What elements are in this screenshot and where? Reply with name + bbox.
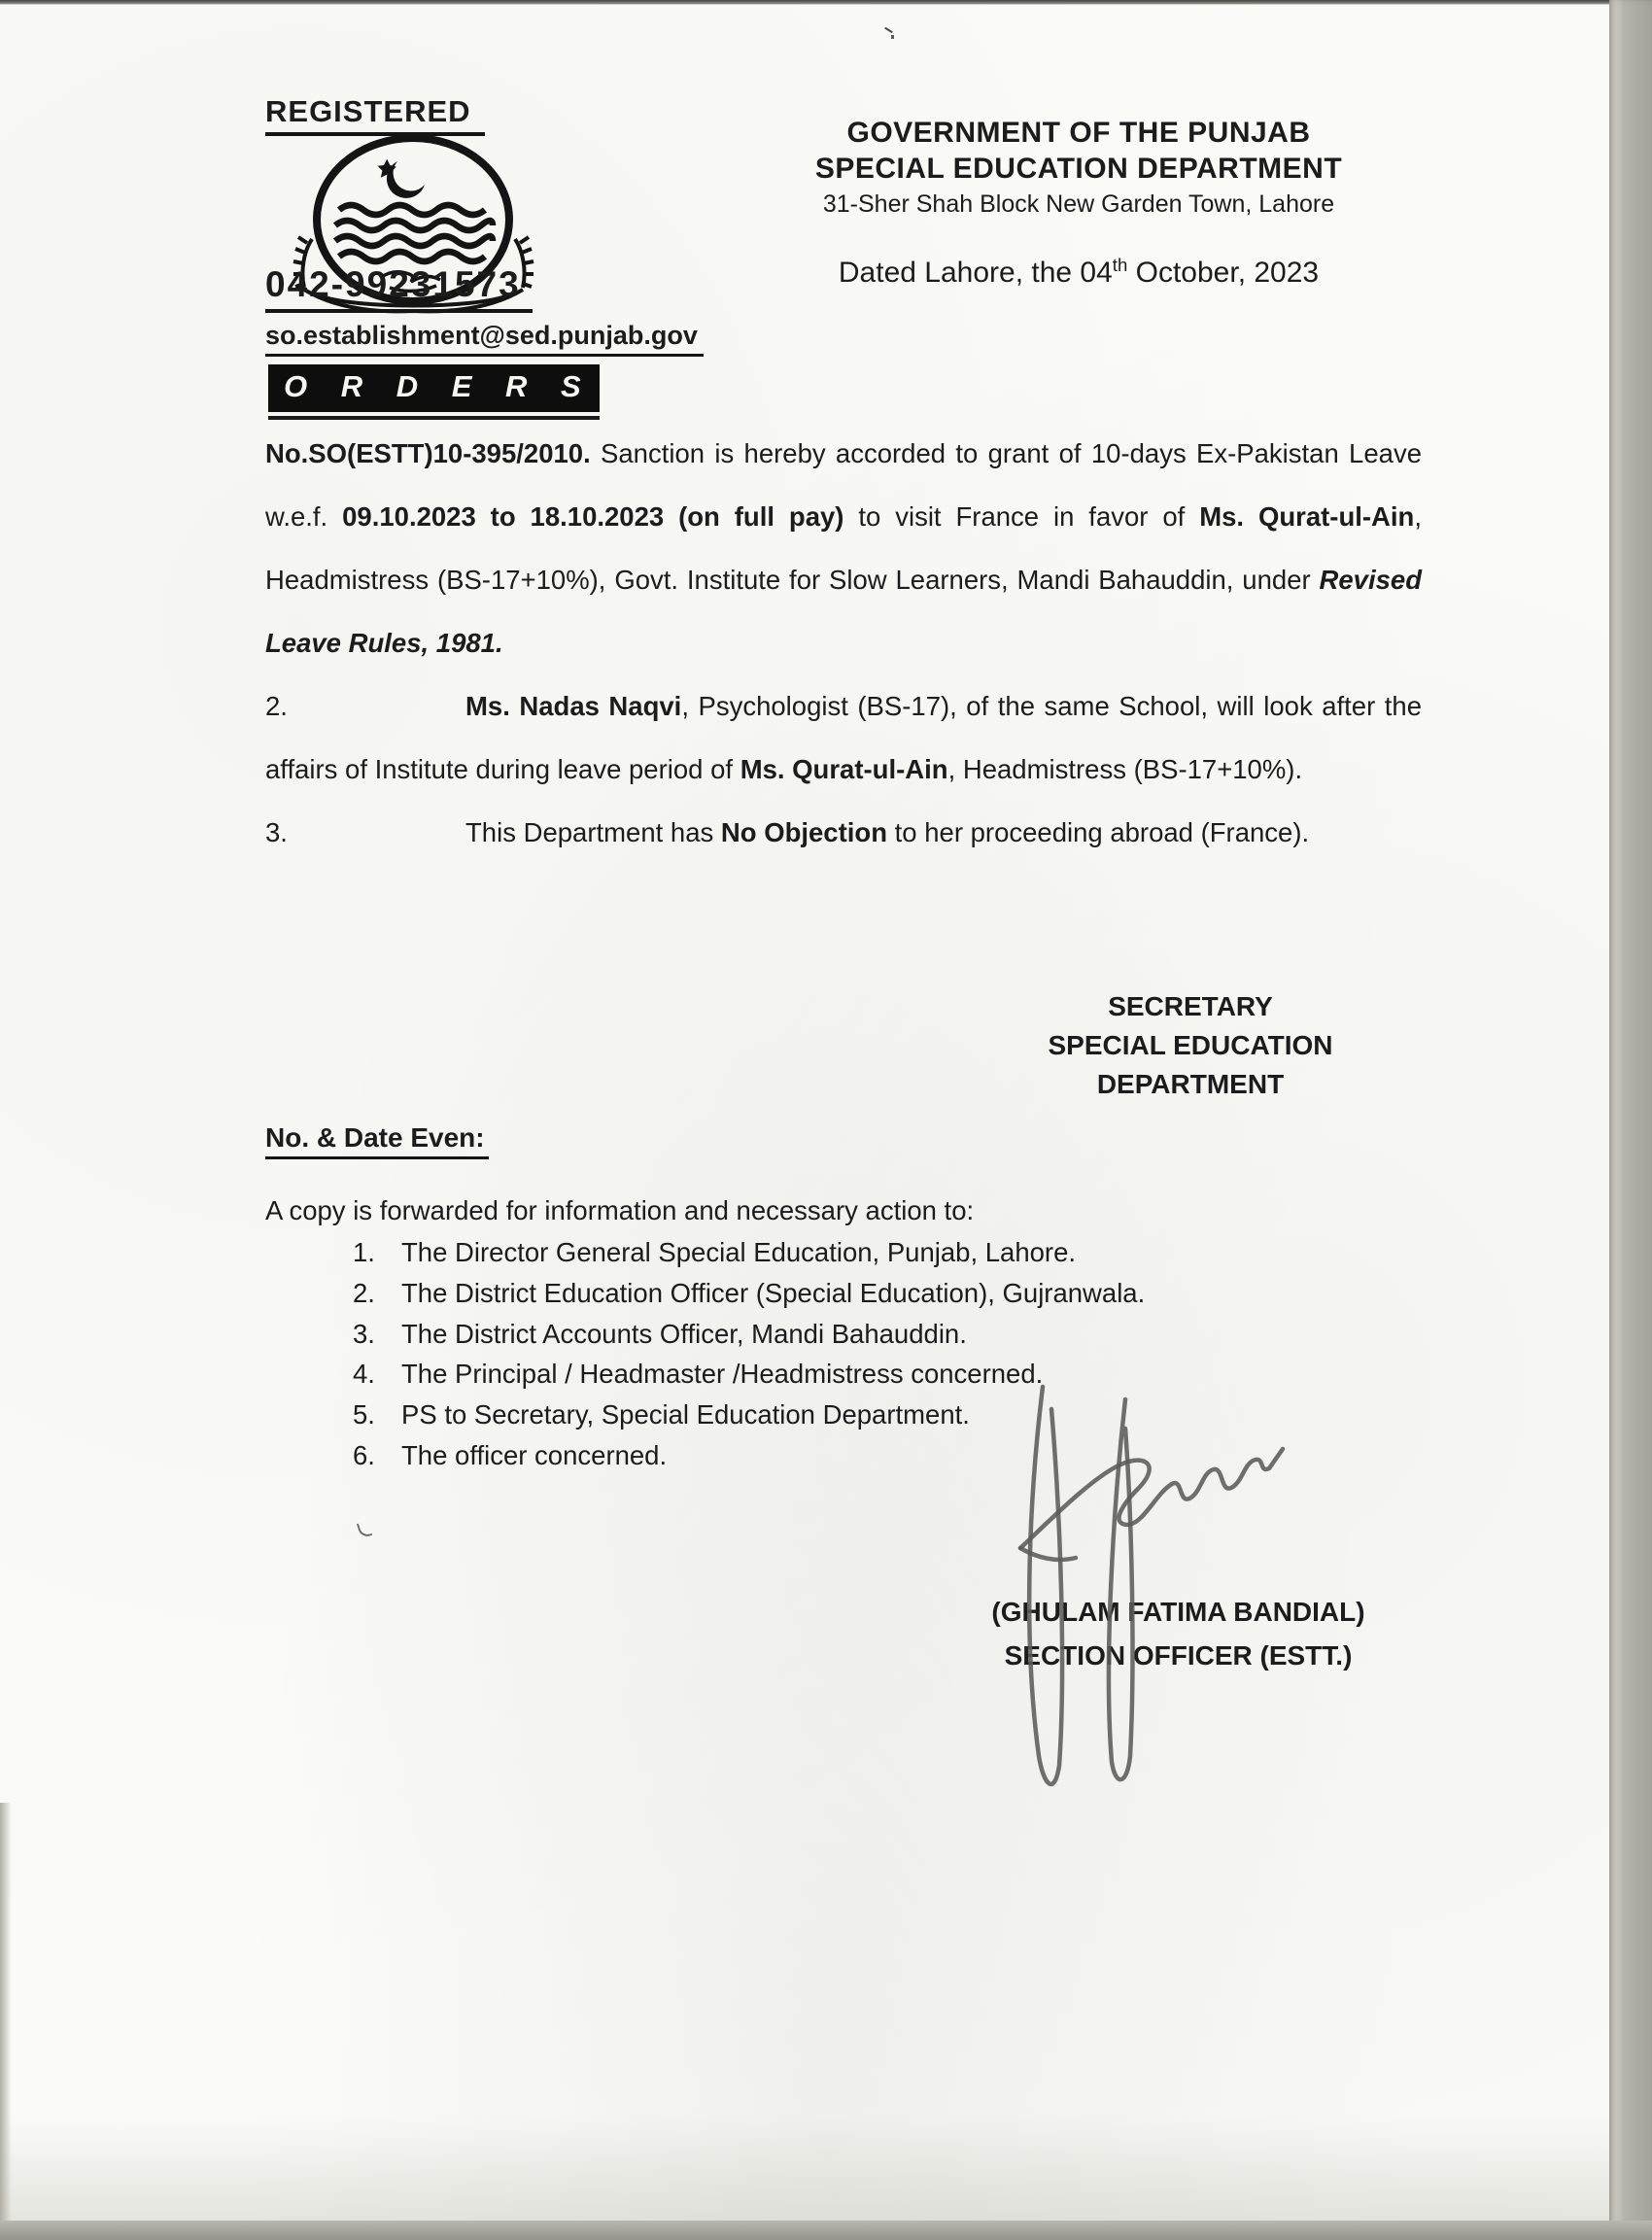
handwritten-signature: [967, 1375, 1302, 1827]
list-item-text: PS to Secretary, Special Education Department.: [401, 1399, 970, 1430]
list-item-number: 1.: [353, 1237, 375, 1267]
leave-dates: 09.10.2023 to 18.10.2023 (on full pay): [342, 501, 844, 532]
date-line: [758, 255, 1399, 290]
leave-rules-reference: Revised Leave Rules, 1981.: [265, 565, 1422, 658]
list-item-number: 2.: [353, 1277, 375, 1308]
scan-edge-left: [0, 1803, 12, 2221]
no-and-date-even-heading: No. & Date Even:: [265, 1122, 489, 1159]
copy-forwarded-line: A copy is forwarded for information and necessary action to:: [265, 1195, 975, 1225]
para2-text: , Psychologist (BS-17), of the same School, will look after the affairs of Institute during leave period of: [265, 691, 1422, 784]
scan-smudge-bottom: [0, 2114, 1652, 2221]
paragraph-number: 2.: [265, 691, 288, 721]
para3-text: to her proceeding abroad (France).: [887, 817, 1310, 847]
officer-name-line: (GHULAM FATIMA BANDIAL): [991, 1597, 1365, 1627]
signoff-block: [1011, 987, 1370, 1104]
officer-name: Ms. Qurat-ul-Ain: [740, 754, 948, 784]
list-item-text: The Principal / Headmaster /Headmistress concerned.: [401, 1359, 1044, 1390]
list-item-number: 3.: [353, 1318, 375, 1349]
list-item: [353, 1273, 1145, 1314]
signoff-department-line2: DEPARTMENT: [1096, 1069, 1285, 1099]
scan-speck: [884, 27, 895, 39]
substitute-officer-name: Ms. Nadas Naqvi: [465, 691, 682, 721]
scan-edge-bottom: [0, 2221, 1652, 2240]
department-title-line2: SPECIAL EDUCATION DEPARTMENT: [814, 153, 1343, 185]
orders-heading-text: O R D E R S: [268, 364, 600, 412]
signoff-title: SECRETARY: [1108, 991, 1273, 1021]
list-item-text: The Director General Special Education, Punjab, Lahore.: [401, 1237, 1077, 1267]
signoff-department-line1: SPECIAL EDUCATION: [1048, 1030, 1333, 1060]
para1-text: Sanction is hereby accorded to grant of 10-days Ex-Pakistan Leave w.e.f.: [265, 438, 1422, 532]
list-item-number: 4.: [353, 1359, 375, 1390]
para3-text: This Department has: [465, 817, 721, 847]
scan-edge-right: [1609, 0, 1652, 2240]
paragraph-2: [265, 674, 1422, 801]
paragraph-3: [265, 801, 1422, 864]
phone-number: 042-99231573: [265, 264, 533, 313]
paragraph-number: 3.: [265, 817, 288, 847]
list-item: [353, 1232, 1145, 1273]
para1-text: to visit France in favor of: [843, 501, 1200, 532]
officer-name: Ms. Qurat-ul-Ain: [1199, 501, 1415, 532]
officer-title-line: SECTION OFFICER (ESTT.): [1004, 1640, 1353, 1671]
scan-speck: [357, 1521, 372, 1539]
list-item-number: 5.: [353, 1399, 375, 1430]
list-item-text: The officer concerned.: [401, 1439, 668, 1470]
department-address: 31-Sher Shah Block New Garden Town, Lahore: [822, 190, 1335, 218]
letterhead: [758, 115, 1399, 220]
paragraph-1: [265, 422, 1422, 674]
list-item: [353, 1314, 1145, 1355]
registered-label: REGISTERED: [265, 94, 485, 136]
no-objection-text: No Objection: [720, 817, 888, 847]
list-item-text: The District Education Officer (Special Education), Gujranwala.: [401, 1277, 1146, 1308]
date-ordinal: th: [1112, 255, 1128, 275]
para1-text: , Headmistress (BS-17+10%), Govt. Institute for Slow Learners, Mandi Bahauddin, under: [265, 501, 1422, 595]
list-item-number: 6.: [353, 1439, 375, 1470]
order-body: [265, 422, 1422, 864]
reference-number: No.SO(ESTT)10-395/2010.: [265, 438, 591, 468]
date-suffix: October, 2023: [1127, 257, 1320, 289]
email-address: so.establishment@sed.punjab.gov: [265, 321, 704, 357]
date-prefix: Dated Lahore, the 04: [838, 257, 1113, 289]
list-item-text: The District Accounts Officer, Mandi Bahauddin.: [401, 1318, 967, 1349]
orders-heading: [268, 364, 600, 420]
department-title-line1: GOVERNMENT OF THE PUNJAB: [846, 117, 1311, 149]
para2-text: , Headmistress (BS-17+10%).: [947, 754, 1303, 784]
scan-edge-top: [0, 0, 1652, 5]
